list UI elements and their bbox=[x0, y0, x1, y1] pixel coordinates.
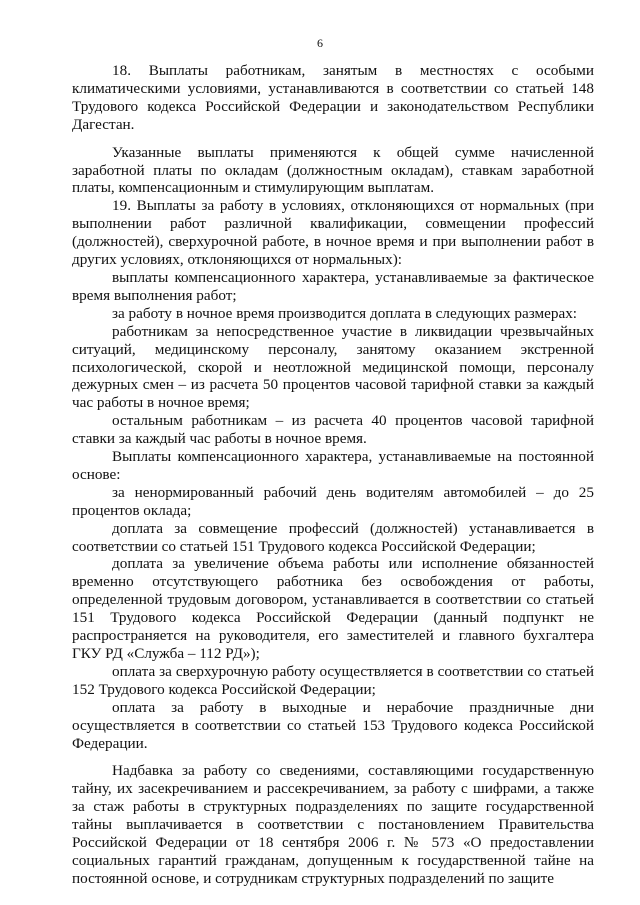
paragraph-18: 18. Выплаты работникам, занятым в местностях с особыми климатическими условиями, устанавливаются в соответствии со статьей 148 Трудового кодекса Российской Федерации и законодательством Республики Дагестан. bbox=[72, 62, 594, 133]
paragraph-permanent-compensation: Выплаты компенсационного характера, устанавливаемые на постоянной основе: bbox=[72, 448, 594, 483]
paragraph-19: 19. Выплаты за работу в условиях, отклоняющихся от нормальных (при выполнении работ различной квалификации, совмещении профессий (должностей), сверхурочной работе, в ночное время и при выполнении работ в других условиях, отклоняющихся от нормальных): bbox=[72, 197, 594, 269]
paragraph-holidays: оплата за работу в выходные и нерабочие праздничные дни осуществляется в соответствии со статьей 153 Трудового кодекса Российской Федерации. bbox=[72, 698, 594, 752]
paragraph-payments-applied: Указанные выплаты применяются к общей сумме начисленной заработной платы по окладам (должностным окладам), ставкам заработной платы, компенсационным и стимулирующим выплатам. bbox=[72, 143, 594, 197]
document-body bbox=[72, 62, 594, 888]
paragraph-irregular-day-drivers: за ненормированный рабочий день водителям автомобилей – до 25 процентов оклада; bbox=[72, 483, 594, 519]
page-number: 6 bbox=[317, 36, 323, 50]
paragraph-night-work: за работу в ночное время производится доплата в следующих размерах: bbox=[112, 304, 578, 322]
paragraph-overtime: оплата за сверхурочную работу осуществляется в соответствии со статьей 152 Трудового кодекса Российской Федерации; bbox=[72, 662, 594, 698]
paragraph-increased-workload: доплата за увеличение объема работы или исполнение обязанностей временно отсутствующего работника без освобождения от работы, определенной трудовым договором, устанавливается в соответствии со статьей 151 Трудового кодекса Российской Федерации (данный подпункт не распространяется на руководителя, его заместителей и главного бухгалтера ГКУ РД «Служба – 112 РД»); bbox=[72, 555, 594, 662]
paragraph-state-secret-bonus: Надбавка за работу со сведениями, составляющими государственную тайну, их засекречиванием и рассекречиванием, за работу с шифрами, а также за стаж работы в структурных подразделениях по защите государственной тайны выплачивается в соответствии с постановлением Правительства Российской Федерации от 18 сентября 2006 г. № 573 «О предоставлении социальных гарантий гражданам, допущенным к государственной тайне на постоянной основе, и сотрудникам структурных подразделений по защите bbox=[72, 762, 594, 887]
paragraph-night-other-staff: остальным работникам – из расчета 40 процентов часовой тарифной ставки за каждый час работы в ночное время. bbox=[72, 412, 594, 448]
paragraph-night-emergency-staff: работникам за непосредственное участие в ликвидации чрезвычайных ситуаций, медицинскому персоналу, занятому оказанием экстренной психологической, скорой и неотложной медицинской помощи, персоналу дежурных смен – из расчета 50 процентов часовой тарифной ставки за каждый час работы в ночное время; bbox=[72, 322, 594, 412]
paragraph-compensation-actual-time: выплаты компенсационного характера, устанавливаемые за фактическое время выполнения работ; bbox=[72, 268, 594, 304]
paragraph-combined-professions: доплата за совмещение профессий (должностей) устанавливается в соответствии со статьей 151 Трудового кодекса Российской Федерации; bbox=[72, 519, 594, 555]
